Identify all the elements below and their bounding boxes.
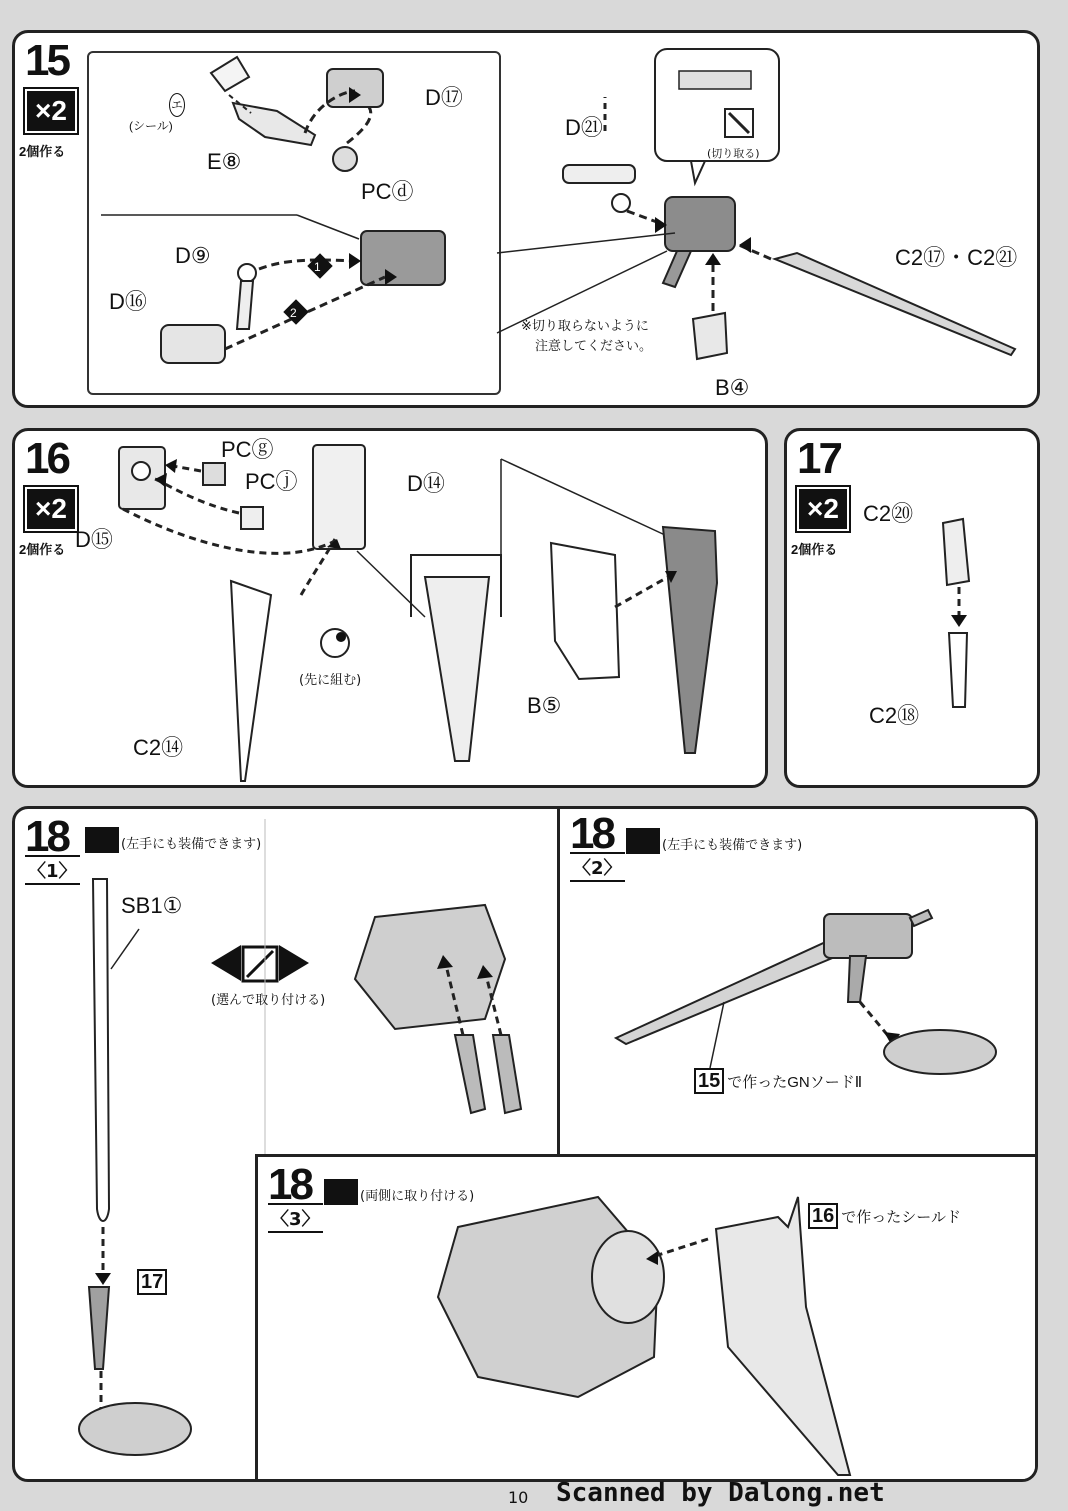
part-pcj: PCⓙ: [245, 469, 298, 494]
ref-15-label: で作ったGNソードⅡ: [727, 1074, 863, 1091]
part-d16: D⑯: [109, 289, 147, 314]
step-18-2-section: [557, 806, 1038, 1161]
part-e8: E⑧: [207, 149, 242, 174]
step-number: 16: [25, 434, 68, 483]
seal-label: (シール): [129, 119, 173, 133]
step-18-3-sub: 〈3〉: [268, 1203, 323, 1233]
step-16-drawing: [15, 431, 768, 788]
seal-code: エ: [169, 93, 185, 117]
part-d14: D⑭: [407, 471, 445, 496]
left-hand-note-1: (左手にも装備できます): [121, 837, 262, 852]
quantity-badge: ×2: [797, 487, 849, 531]
part-pcg: PCⓖ: [221, 437, 274, 462]
seq-1-label: 1: [314, 260, 321, 274]
part-c2-18: C2⑱: [869, 703, 920, 728]
scan-credit: Scanned by Dalong.net: [556, 1478, 885, 1508]
select-label: (選んで取り付ける): [211, 993, 326, 1008]
seq-2-label: 2: [290, 306, 297, 320]
warning-line1: ※切り取らないように: [521, 319, 649, 334]
ref-16: [808, 1203, 961, 1229]
ref-16-box: 16: [808, 1203, 838, 1229]
part-b5: B⑤: [527, 693, 562, 718]
step-18-2-drawing: [560, 806, 1038, 1158]
page-number: 10: [508, 1488, 529, 1507]
step-17-drawing: [787, 431, 1040, 788]
step-number: 17: [797, 434, 840, 483]
step-18-2-sub: 〈2〉: [570, 852, 625, 882]
quantity-badge: ×2: [25, 487, 77, 531]
quantity-note: 2個作る: [19, 542, 66, 557]
part-c2: C2⑰・C2㉑: [895, 245, 1018, 270]
step-18-panel: [12, 806, 1038, 1482]
step-18-3-section: [255, 1154, 1038, 1482]
step-17-panel: [784, 428, 1040, 788]
step-18-1-number: 18: [25, 812, 68, 861]
step-18-1-sub: 〈1〉: [25, 855, 80, 885]
left-hand-note-2: (左手にも装備できます): [662, 838, 803, 853]
step-number: 15: [25, 36, 68, 85]
step-18-3-number: 18: [268, 1160, 311, 1209]
ref-15: [694, 1068, 862, 1094]
part-d9: D⑨: [175, 243, 211, 268]
step-15-panel: [12, 30, 1040, 408]
first-assemble-label: (先に組む): [299, 673, 362, 688]
step-18-2-number: 18: [570, 809, 613, 858]
both-sides-note: (両側に取り付ける): [360, 1189, 475, 1204]
warning-line2: 注意してください。: [535, 339, 653, 354]
part-b4: B④: [715, 375, 750, 400]
ref-17-box: 17: [137, 1269, 167, 1295]
ref-15-box: 15: [694, 1068, 724, 1094]
part-d15: D⑮: [75, 527, 113, 552]
part-sb1: SB1①: [121, 893, 183, 918]
quantity-note: 2個作る: [791, 542, 838, 557]
quantity-note: 2個作る: [19, 144, 66, 159]
ref-16-label: で作ったシールド: [841, 1209, 961, 1226]
part-d21: D㉑: [565, 115, 603, 140]
quantity-badge: ×2: [25, 89, 77, 133]
ref-17: [137, 1269, 170, 1295]
step-15-drawing: [15, 33, 1040, 408]
cut-label: (切り取る): [707, 147, 760, 160]
part-d17: D⑰: [425, 85, 463, 110]
step-16-panel: [12, 428, 768, 788]
part-c2-20: C2⑳: [863, 501, 914, 526]
part-c2-14: C2⑭: [133, 735, 184, 760]
part-pcd: PCⓓ: [361, 179, 414, 204]
